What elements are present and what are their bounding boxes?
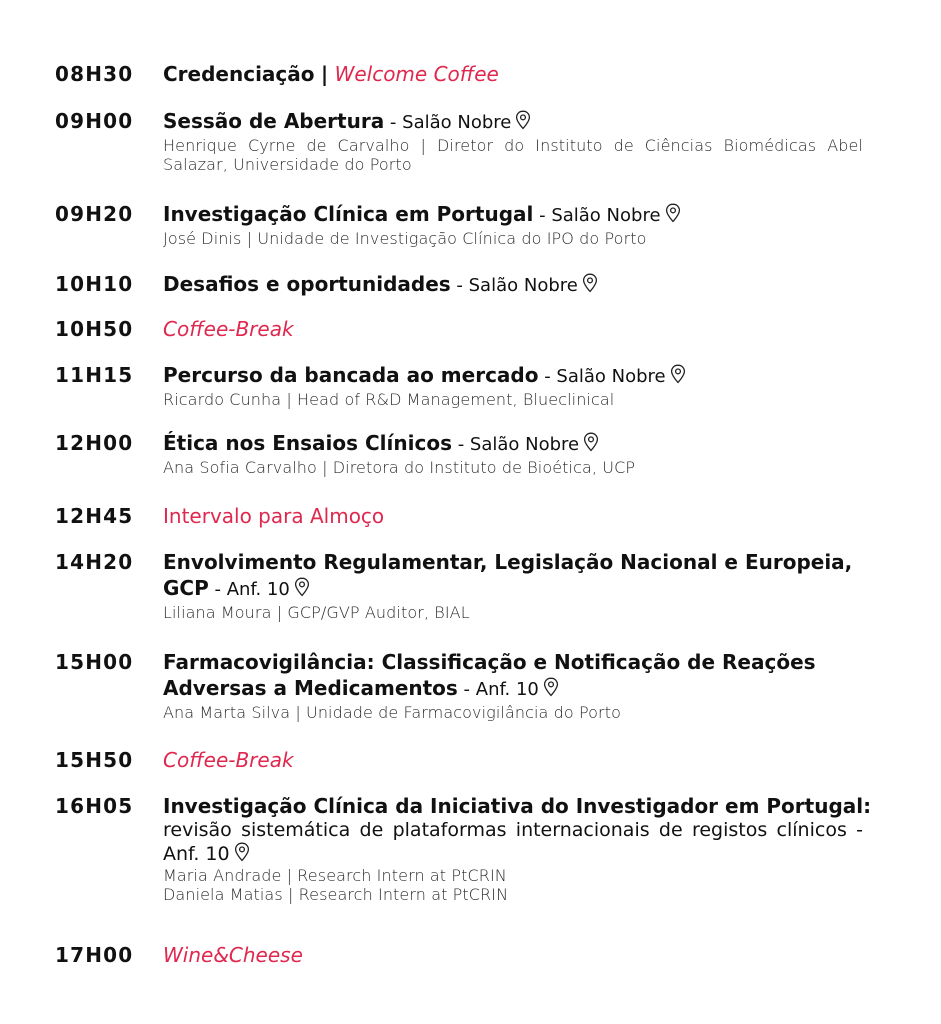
entry-title-line [163, 942, 863, 968]
entry-time: 16H05 [55, 794, 134, 818]
entry-time: 15H00 [55, 650, 134, 674]
entry-content [163, 503, 863, 529]
entry-time: 15H50 [55, 748, 134, 772]
entry-speaker-2: Daniela Matias | Research Intern at PtCRIN [163, 885, 509, 904]
entry-content [163, 201, 863, 248]
entry-highlight: Coffee-Break [163, 748, 294, 772]
entry-speaker: Ana Marta Silva | Unidade de Farmacovigilância do Porto [163, 703, 621, 722]
entry-speaker: Henrique Cyrne de Carvalho | Diretor do Instituto de Ciências Biomédicas Abel Salazar, Universidade do Porto [163, 136, 863, 174]
entry-title-line [163, 61, 863, 87]
entry-speaker: Ricardo Cunha | Head of R&D Management, Blueclinical [163, 390, 615, 409]
title-separator: | [320, 62, 329, 86]
entry-content [163, 793, 872, 904]
entry-title-continued: GCP [163, 576, 209, 600]
entry-time: 09H00 [55, 109, 134, 133]
entry-highlight: Welcome Coffee [334, 62, 499, 86]
entry-time: 17H00 [55, 943, 134, 967]
entry-title-line [163, 649, 863, 675]
entry-highlight: Wine&Cheese [163, 943, 303, 967]
entry-highlight: Intervalo para Almoço [163, 504, 385, 528]
entry-speaker: Ana Sofia Carvalho | Diretora do Instituto de Bioética, UCP [163, 458, 636, 477]
entry-location: - Anf. 10 [457, 679, 539, 700]
entry-speaker: José Dinis | Unidade de Investigação Clínica do IPO do Porto [163, 229, 647, 248]
entry-title-line [163, 108, 863, 136]
entry-location: - Salão Nobre [451, 434, 580, 455]
entry-location: - Salão Nobre [384, 112, 512, 133]
entry-content [163, 108, 863, 174]
entry-content [163, 362, 863, 409]
map-pin-icon [582, 273, 598, 293]
entry-location: - Salão Nobre [533, 205, 661, 226]
entry-content [163, 61, 863, 87]
map-pin-icon [670, 364, 686, 384]
entry-content [163, 430, 863, 477]
entry-time: 09H20 [55, 202, 134, 226]
entry-content [163, 747, 863, 773]
entry-title-line [163, 316, 863, 342]
entry-title: Credenciação [163, 62, 315, 86]
entry-title: Desafios e oportunidades [163, 272, 451, 296]
entry-location: - Salão Nobre [450, 275, 578, 296]
map-pin-icon [294, 577, 310, 597]
entry-speaker: Liliana Moura | GCP/GVP Auditor, BIAL [163, 603, 470, 622]
entry-title-line [163, 430, 863, 458]
entry-subtitle [163, 819, 863, 866]
entry-title-line [163, 201, 863, 229]
entry-content [163, 549, 863, 622]
map-pin-icon [583, 432, 599, 452]
entry-content [163, 942, 863, 968]
entry-time: 08H30 [55, 62, 134, 86]
entry-time: 12H00 [55, 431, 134, 455]
entry-title-line-2 [163, 675, 863, 703]
entry-location: - Salão Nobre [538, 366, 666, 387]
entry-title-line [163, 362, 863, 390]
entry-title-line [163, 793, 872, 819]
entry-title-line-2 [163, 575, 863, 603]
entry-title-continued: Adversas a Medicamentos [163, 676, 458, 700]
entry-content [163, 271, 863, 299]
entry-title: Farmacovigilância: Classificação e Notificação de Reações [163, 650, 816, 674]
entry-title: Sessão de Abertura [163, 109, 385, 133]
entry-subtitle-text: revisão sistemática de plataformas internacionais de registos clínicos - Anf. 10 [163, 819, 863, 865]
entry-title: Percurso da bancada ao mercado [163, 363, 539, 387]
entry-title: Envolvimento Regulamentar, Legislação Nacional e Europeia, [163, 550, 853, 574]
entry-time: 10H10 [55, 272, 134, 296]
entry-title: Investigação Clínica da Iniciativa do Investigador em Portugal: [163, 794, 872, 818]
map-pin-icon [543, 677, 559, 697]
entry-location: - Anf. 10 [208, 579, 290, 600]
entry-title: Investigação Clínica em Portugal [163, 202, 534, 226]
map-pin-icon [515, 110, 531, 130]
entry-time: 10H50 [55, 317, 134, 341]
entry-speaker-1: Maria Andrade | Research Intern at PtCRIN [163, 866, 507, 885]
entry-title-line [163, 503, 863, 529]
entry-highlight: Coffee-Break [163, 317, 294, 341]
map-pin-icon [234, 842, 250, 862]
map-pin-icon [665, 203, 681, 223]
entry-content [163, 316, 863, 342]
entry-title-line [163, 271, 863, 299]
entry-title-line [163, 549, 863, 575]
entry-time: 14H20 [55, 550, 134, 574]
entry-title-line [163, 747, 863, 773]
entry-time: 12H45 [55, 504, 134, 528]
entry-content [163, 649, 863, 722]
entry-title: Ética nos Ensaios Clínicos [163, 431, 452, 455]
entry-time: 11H15 [55, 363, 134, 387]
